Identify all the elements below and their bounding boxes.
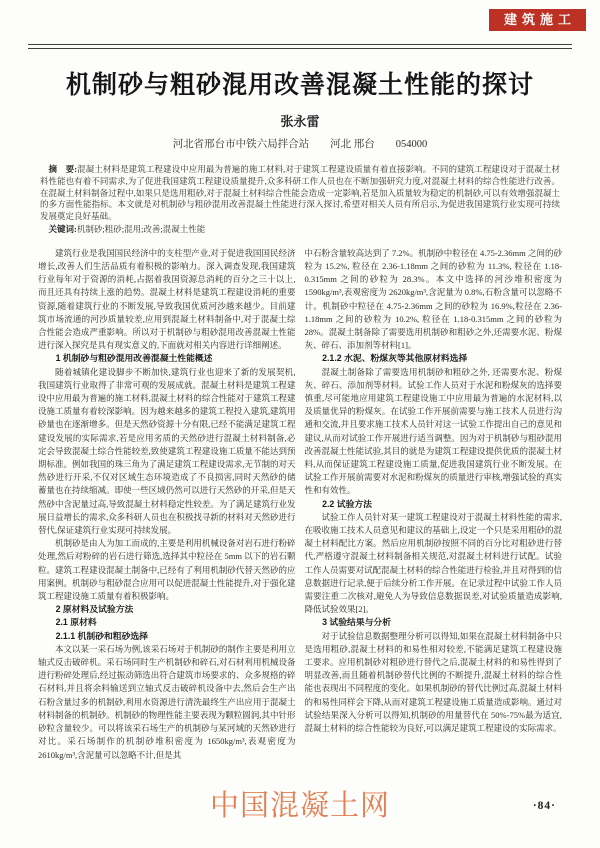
section-heading-right-5: 3 试验结果与分析 xyxy=(322,617,392,628)
page-number: ·84· xyxy=(532,800,556,812)
article-author: 张永雷 xyxy=(280,114,320,129)
body-paragraph-left-7: 本文以某一采石场为例,该采石场对于机制砂的制作主要是利用立轴式反击破碎机。采石场同时生产机制砂和碎石,对石材利用机械设备进行粉碎处理后,经过振动筛选出符合建筑市场要求的、众多规格的碎石材料,并且将余料输送到立轴式反击破碎机设备中去,然后会生产出石粉含量过多的机制砂,利用水资源进行清洗最终生产出应用于混凝土材料制备的机制砂。机制砂的物理性能主要表现为颗粒圆润,其中针形砂粒含量较少。可以将该采石场生产的机制砂与某河域的天然砂进行对比。采石场制作的机制砂堆积密度为 1650kg/m³,表观密度为 2610kg/m³,含泥量可以忽略不计,但是其 xyxy=(38,643,296,760)
body-paragraph-right-6: 对于试验信息数据整理分析可以得知,如果在混凝土材料制备中只是选用粗砂,混凝土材料的和易性相对较差,不能满足建筑工程建设施工要求。应用机制砂对粗砂进行替代之后,混凝土材料的和易性得到了明显改善,而且随着机制砂替代比例的不断提升,混凝土材料的综合性能也表现出不同程度的变化。如果机制砂的替代比例过高,混凝土材料的和易性同样会下降,从而对建筑工程建设施工质量造成影响。通过对试验结果深入分析可以得知,机制砂的用量替代在 50%-75%最为适宜,混凝土材料的综合性能较为良好,可以满足建筑工程建设的实际需求。 xyxy=(304,630,562,734)
section-heading-left-1: 1 机制砂与粗砂混用改善混凝土性能概述 xyxy=(55,353,213,364)
keywords-label: 关键词: xyxy=(48,223,77,234)
body-columns xyxy=(38,247,562,792)
abstract-paragraph xyxy=(40,164,560,223)
article-title: 机制砂与粗砂混用改善混凝土性能的探讨 xyxy=(65,71,534,99)
keywords-line xyxy=(40,224,560,236)
body-column-left xyxy=(38,247,296,792)
section-heading-left-6: 2.1.1 机制砂和粗砂选择 xyxy=(55,630,148,641)
header-double-rule xyxy=(28,44,572,49)
body-paragraph-right-0: 中石粉含量较高达到了 7.2%。机制砂中粒径在 4.75-2.36mm 之间的砂粒为 15.2%, 粒径在 2.36-1.18mm 之间的砂粒为 11.3%, 粒径在 1.18-0.315mm 之间的砂粒为 28.3%。本文中选择的河沙堆积密度为 1590kg/m³,表观密度为 2620kg/m³,含泥量为 0.8%,石粉含量可以忽略不计。机制砂中粒径在 4.75-2.36mm 之间的砂粒为 16.9%,粒径在 2.36-1.18mm 之间的砂粒为 10.2%, 粒径在 1.18-0.315mm 之间的砂粒为 28%。混凝土制备除了需要选用机制砂和粗砂之外,还需要水泥、粉煤灰、碎石、添加剂等材料[1]。 xyxy=(304,247,562,351)
body-paragraph-left-3: 机制砂是由人为加工而成的,主要是利用机械设备对岩石进行粉碎处理,然后对粉碎的岩石进行筛选,选择其中粒径在 5mm 以下的岩石颗粒。建筑工程建设混凝土制备中,已经有了利用机制砂代替天然砂的应用案例。机制砂与粗砂混合应用可以促进混凝土性能提升,对于强化建筑工程建设施工质量有着积极影响。 xyxy=(38,538,296,602)
article-affiliation: 河北省邢台市中铁六局拌合站 河北 邢台 054000 xyxy=(172,139,428,150)
body-paragraph-right-2: 混凝土制备除了需要选用机制砂和粗砂之外, 还需要水泥、粉煤灰、碎石、添加剂等材料。试验工作人员对于水泥和粉煤灰的选择要慎重,尽可能地应用建筑工程建设施工中应用最为普遍的水泥材料,以及质量优异的粉煤灰。在试验工作开展前需要与施工技术人员进行沟通和交流,并且要求施工技术人员针对这一试验工作提出自己的意见和建议,从而对试验工作开展进行适当调整。因为对于机制砂与粗砂混用改善混凝土性能试验,其目的就是为建筑工程建设提供优质的混凝土材料,从而保证建筑工程建设施工质量,促进我国建筑行业不断发展。在试验工作开展前需要对水泥和粉煤灰的质量进行审核,增强试验的真实性和有效性。 xyxy=(304,366,562,496)
section-heading-right-1: 2.1.2 水泥、粉煤灰等其他原材料选择 xyxy=(322,353,468,364)
body-column-right xyxy=(305,247,563,792)
abstract-text: 混凝土材料是建筑工程建设中应用最为普遍的施工材料,对于建筑工程建设质量有着直接影响。不同的建筑工程建设对于混凝土材料性能也有着不同需求,为了促进我国建筑工程建设质量提升,众多科研工作人员也在不断加强研究力度,对混凝土材料的综合性能进行改善。在混凝土材料制备过程中,如果只是选用粗砂,对于混凝土材料综合性能会造成一定影响,若是加入质量较为稳定的机制砂,可以有效增强混凝土的多方面性能指标。本文就是对机制砂与粗砂混用改善混凝土性能进行深入探讨,希望对相关人员有所启示,为促进我国建筑行业实现可持续发展奠定良好基础。 xyxy=(40,164,560,222)
journal-section-badge xyxy=(489,9,586,31)
body-paragraph-left-0: 建筑行业是我国国民经济中的支柱型产业,对于促进我国国民经济增长,改善人们生活品质有着积极的影响力。深入调查发现,我国建筑行业每年对于资源的消耗,占据着我国资源总消耗的百分之三十以上,而且还具有持续上涨的趋势。混凝土材料是建筑工程建设消耗的重要资源,随着建筑行业的不断发展,导致我国优质河沙越来越少。目前建筑市场流通的河沙质量较差,应用到混凝土材料制备中,对于混凝土综合性能会造成严重影响。所以对于机制砂与粗砂混用改善混凝土性能进行深入探究是具有现实意义的,下面就对相关内容进行详细阐述。 xyxy=(38,247,296,351)
journal-section-label: 建筑施工 xyxy=(503,12,576,27)
section-heading-left-5: 2.1 原材料 xyxy=(55,617,97,628)
body-paragraph-left-2: 随着城镇化建设脚步不断加快,建筑行业也迎来了新的发展契机,我国建筑行业取得了非常可观的发展成就。混凝土材料是建筑工程建设中应用最为普遍的施工材料,混凝土材料的综合性能对于建筑工程建设施工质量有着较深影响。因为越来越多的建筑工程投入建筑,建筑用砂量也在逐渐增多。但是天然砂资源十分有限,已经不能满足建筑工程建设发展的实际需求,若是应用劣质的天然砂进行混凝土材料制备,必定会导致混凝土综合性能较差,致使建筑工程建设施工质量不能达到预期标准。例如我国的珠三角为了满足建筑工程建设需求,无节制的对天然砂进行开采,不仅对区域生态环境造成了不良损害,同时天然砂的储蓄量也在持续缩减。即使一些区域仍然可以进行天然砂的开采,但是天然砂中含泥量过高,导致混凝土材料稳定性较差。为了满足建筑行业发展日益增长的需求,众多科研人员也在积极找寻新的材料对天然砂进行替代,保证建筑行业实现可持续发展。 xyxy=(38,366,296,536)
abstract-label: 摘 要: xyxy=(48,164,78,174)
body-paragraph-right-4: 试验工作人员针对某一建筑工程建设对于混凝土材料性能的需求,在吸收施工技术人员意见和建议的基础上,设定一个只是采用粗砂的混凝土材料配比方案。然后应用机制砂按照不同的百分比对粗砂进行替代,严格遵守混凝土材料制备相关规范,对混凝土材料进行试配。试验工作人员需要对试配混凝土材料的综合性能进行检验,并且对得到的信息数据进行记录,便于后续分析工作开展。在记录过程中试验工作人员需要注重二次核对,避免人为导致信息数据误差,对试验质量造成影响,降低试验效果[2]。 xyxy=(304,511,562,615)
site-watermark: 中国混凝土网 xyxy=(209,790,391,822)
section-heading-right-3: 2.2 试验方法 xyxy=(322,498,372,509)
keywords-text: 机制砂;粗砂;混用;改善;混凝土性能 xyxy=(76,223,206,234)
section-heading-left-4: 2 原材料及试验方法 xyxy=(55,604,134,615)
